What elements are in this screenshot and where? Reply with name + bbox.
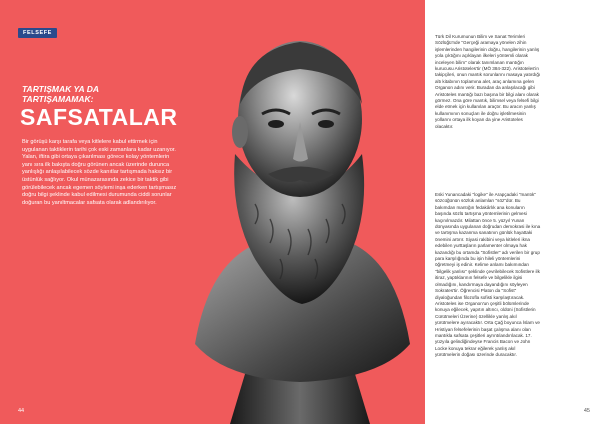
philosopher-bust-image bbox=[150, 14, 425, 424]
right-page bbox=[425, 0, 600, 424]
article-lede: Bir görüşü karşı tarafa veya kitlelere kabul ettirmek için uygulanan taktiklerin tarihi çok eski zamanlara kadar uzanıyor. Yalan, iftira gibi ortaya çıkarılması görece kolay yöntemlerin yanı sıra ilk bakışta doğru görünen ancak üzerinde durunca yanlışlığı anlaşılabilecek sözde kanıtlar tartışmada haksız bir üstünlük sağlıyor. Okul münazarasında zekice bir taktik gibi görülebilecek ancak egemen söylemi inşa ederken tartışmasız doğru bilgi şeklinde kabul edilmesi durumunda ciddi sorunlar doğuran bu yanıltmacalar safsata olarak adlandırılıyor. bbox=[22, 139, 177, 206]
body-paragraph: Türk Dil Kurumunun Bilim ve Sanat Terimleri Sözlüğü'nde "Gerçeği aramaya yönelen zihin işlemlerinden hangilerinin doğru, hangilerinin yanlış yola çıktığını açıklayan ilkeleri yöntemli olarak inceleyen bilim" olarak tanımlanan mantığın kurucusu Aristoteles'tir (MÖ 384-322). Aristoteles'in takipçileri, onun mantık sorunlarını masaya yatırdığı altı kitabının toplamına alet, araç anlamına gelen Organon adını verir. Buradan da anlaşılacağı gibi Aristoteles mantığı bazı başına bir bilgi alanı olarak görmez. Ona göre mantık, bilimsel veya felsefi bilgi elde etmek için kullanılan araçtır. Bu aracın yanlış kullanımının sonuçları ile doğru işletilmesinin yollarını ortaya ilk koyan da yine Aristoteles olacaktır. bbox=[435, 34, 541, 129]
page-number-right: 45 bbox=[583, 408, 590, 414]
section-tag: FELSEFE bbox=[18, 28, 57, 38]
article-headline: SAFSATALAR bbox=[20, 104, 178, 130]
body-paragraph: Eski Yunancadaki "logike" ile Arapçadaki "mantık" sözcüğünün sözlük anlamları "söz"dür. Bu bakımdan mantığın fedakârlık ana konuların başında sözlü tartışma yöntemlerinin gelmesi kaçınılmazdır. Milattan önce 5. yüzyıl Yunan dünyasında uygulanan doğrudan demokrasi ile kına ve tartışma kazanma sanatının günlük hayattaki önemini artırır. Siyasi rakibini veya kitleleri ikna edebilen yurttaşların parlamenter olmaya hak kazandığı bu ortamda "Sofistler" adı verilen bir grup para karşılığında bu işin hileli yöntemlerini öğretmeyi iş edinir. Kelime anlamı bakımından "bilgelik yanlısı" şeklinde çevrilebilecek Sofistlere ilk itiraz, yaptıklarının felsefe ve bilgelikle ilgisi olmadığını, kandırmaya dayandığını söyleyen Sokrates'tir. Öğrencisi Platon da "Sofist" diyaloğundan filozofla sofisti karşılaştıracak. Aristoteles ise Organon'un çeşitli bölümlerinde konuya eğilecek, yapıtın altıncı, oldüni (Sofistlerin Cürütmeleri Üzerine) özellikle yanlış akıl yürütmelere ayıracaktır. Orta Çağ boyunca İslam ve Hristiyan felsefelerinin başat çalışma alanı olan mantıkla safsata çeşitleri ayrıntılandırılacak. 17. yüzyıla gelindiğindeyse Francis Bacon ve John Locke konuya tekrar eğilerek yanlış akıl yürütmelerin doğası üzerinde duracaktır. bbox=[435, 192, 541, 358]
article-kicker: TARTIŞMAK YA DA TARTIŞAMAMAK: bbox=[22, 84, 99, 104]
page-number-left: 44 bbox=[18, 408, 25, 414]
